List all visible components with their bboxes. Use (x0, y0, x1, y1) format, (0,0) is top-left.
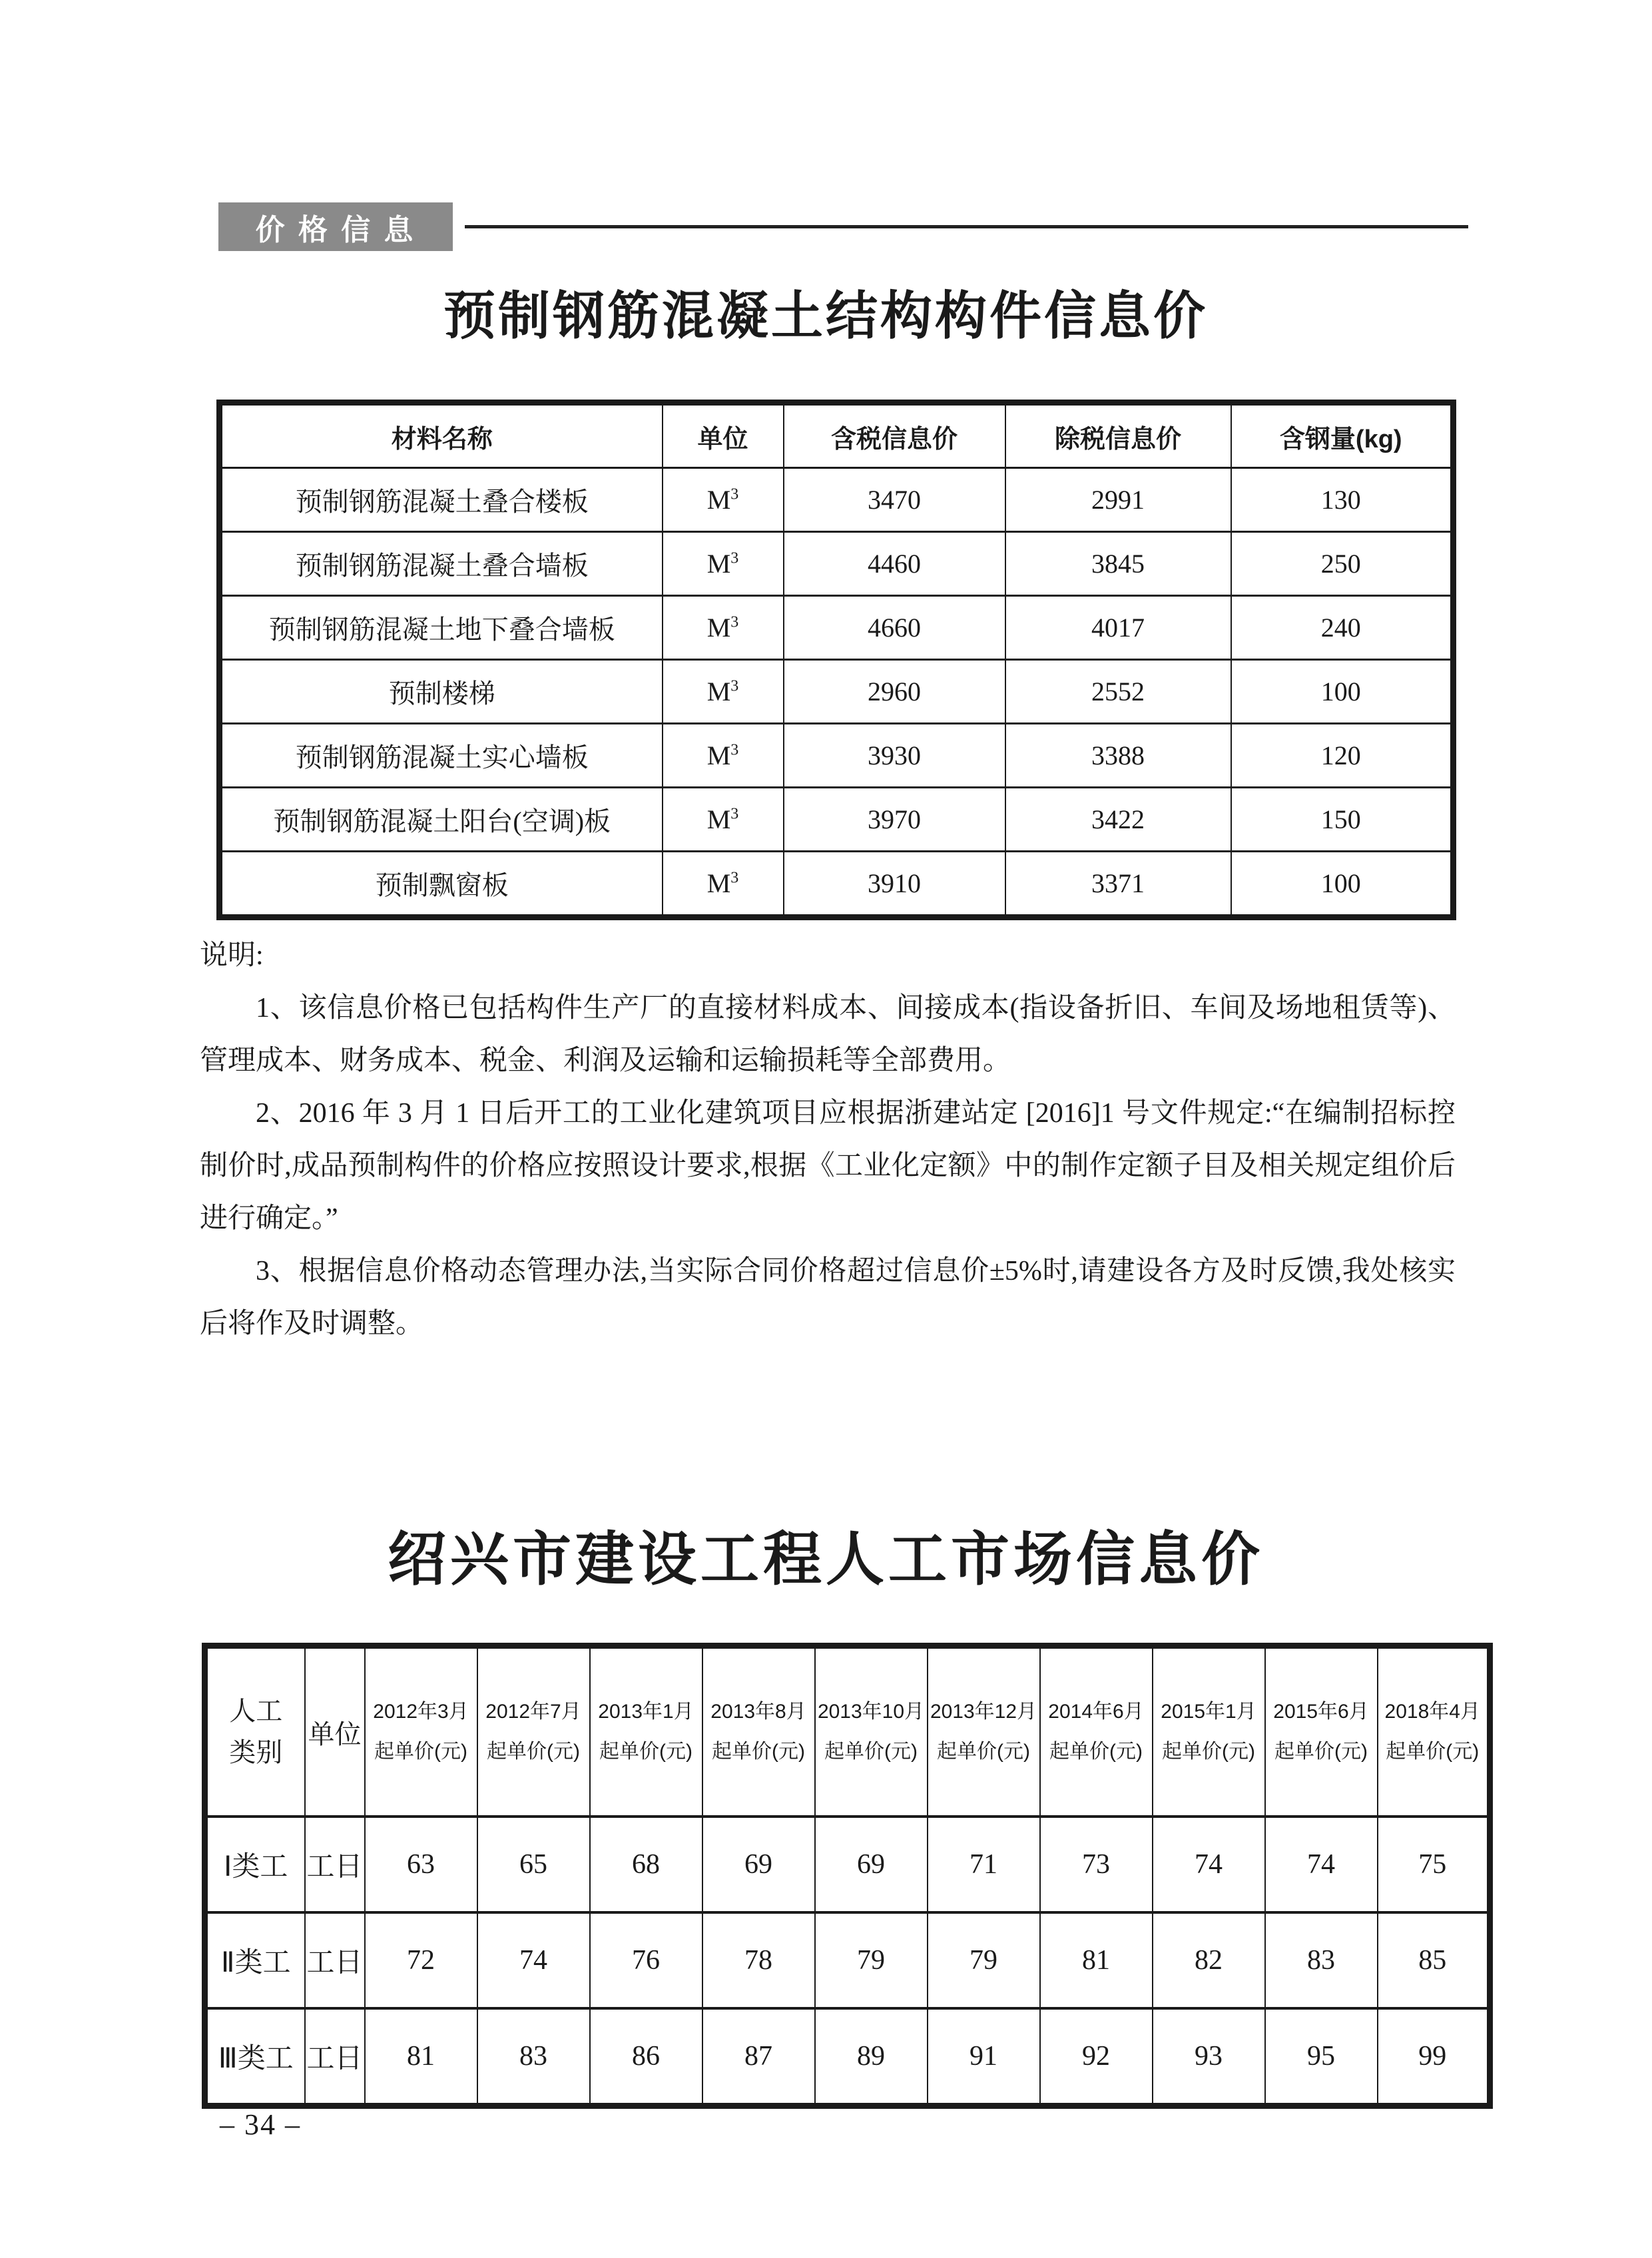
material-name-cell: 预制钢筋混凝土实心墙板 (220, 724, 663, 788)
note-item: 2、2016 年 3 月 1 日后开工的工业化建筑项目应根据浙建站定 [2016]1 号文件规定:“在编制招标控制价时,成品预制构件的价格应按照设计要求,根据《工业化定额》中的制作定额子目及相关规定组价后进行确定。” (200, 1098, 1456, 1234)
date-column-header: 2015年6月 起单价(元) (1265, 1646, 1378, 1817)
price-cell: 72 (365, 1912, 477, 2008)
tax-price-cell: 4460 (784, 532, 1005, 596)
price-cell: 89 (815, 2008, 928, 2106)
unit-cell: $M^3$ (663, 660, 784, 724)
material-name-cell: 预制飘窗板 (220, 852, 663, 918)
labor-category-cell: Ⅲ类工 (205, 2008, 305, 2106)
date-column-header: 2018年4月 起单价(元) (1378, 1646, 1490, 1817)
unit-cell: $M^3$ (663, 724, 784, 788)
material-name-cell: 预制楼梯 (220, 660, 663, 724)
material-name-header: 材料名称 (391, 425, 493, 453)
tax-price-cell: 2960 (784, 660, 1005, 724)
price-info-badge (218, 202, 453, 251)
labor-category-header: 人工 类别 (229, 1697, 283, 1767)
notax-price-cell: 2991 (1005, 468, 1231, 532)
price-cell: 86 (590, 2008, 702, 2106)
price-cell: 83 (1265, 1912, 1378, 2008)
price-cell: 81 (365, 2008, 477, 2106)
date-column-header: 2014年6月 起单价(元) (1040, 1646, 1153, 1817)
steel-content-cell: 100 (1231, 660, 1454, 724)
table-row (220, 596, 1454, 660)
labor-category-cell: Ⅱ类工 (205, 1912, 305, 2008)
date-column-header: 2013年1月 起单价(元) (590, 1646, 702, 1817)
price-cell: 91 (928, 2008, 1040, 2106)
table-row (205, 1912, 1490, 2008)
price-cell: 83 (477, 2008, 590, 2106)
price-cell: 69 (815, 1817, 928, 1912)
date-column-header: 2013年12月 起单价(元) (928, 1646, 1040, 1817)
unit-header: 单位 (305, 1646, 365, 1817)
notes-label: 说明: (200, 940, 264, 971)
labor-category-cell: Ⅰ类工 (205, 1817, 305, 1912)
material-name-cell: 预制钢筋混凝土地下叠合墙板 (220, 596, 663, 660)
tax-price-cell: 4660 (784, 596, 1005, 660)
unit-cell: 工日 (305, 1912, 365, 2008)
table-header-row (205, 1646, 1490, 1817)
steel-content-cell: 120 (1231, 724, 1454, 788)
tax-price-cell: 3930 (784, 724, 1005, 788)
steel-content-cell: 150 (1231, 788, 1454, 852)
tax-price-header: 含税信息价 (784, 403, 1005, 468)
section1-title: 预制钢筋混凝土结构构件信息价 (443, 287, 1208, 345)
date-column-header: 2013年10月 起单价(元) (815, 1646, 928, 1817)
price-cell: 75 (1378, 1817, 1490, 1912)
price-cell: 79 (928, 1912, 1040, 2008)
price-info-badge-label: 价 格 信 息 (255, 213, 416, 246)
table-row (220, 660, 1454, 724)
unit-cell: 工日 (305, 1817, 365, 1912)
notax-price-cell: 3388 (1005, 724, 1231, 788)
section2-title: 绍兴市建设工程人工市场信息价 (387, 1528, 1264, 1593)
notax-price-cell: 4017 (1005, 596, 1231, 660)
table-row (205, 1817, 1490, 1912)
price-cell: 79 (815, 1912, 928, 2008)
steel-content-header: 含钢量(kg) (1231, 403, 1454, 468)
table-row (220, 532, 1454, 596)
date-column-header: 2012年3月 起单价(元) (365, 1646, 477, 1817)
material-name-cell: 预制钢筋混凝土阳台(空调)板 (220, 788, 663, 852)
steel-content-cell: 100 (1231, 852, 1454, 918)
notax-price-cell: 3422 (1005, 788, 1231, 852)
price-cell: 78 (702, 1912, 815, 2008)
notax-price-cell: 2552 (1005, 660, 1231, 724)
price-cell: 63 (365, 1817, 477, 1912)
header-rule (465, 225, 1468, 228)
unit-cell: $M^3$ (663, 468, 784, 532)
table-row (205, 2008, 1490, 2106)
price-cell: 73 (1040, 1817, 1153, 1912)
date-column-header: 2012年7月 起单价(元) (477, 1646, 590, 1817)
price-cell: 85 (1378, 1912, 1490, 2008)
price-cell: 69 (702, 1817, 815, 1912)
price-cell: 68 (590, 1817, 702, 1912)
material-name-cell: 预制钢筋混凝土叠合墙板 (220, 532, 663, 596)
price-cell: 82 (1153, 1912, 1265, 2008)
price-cell: 76 (590, 1912, 702, 2008)
price-cell: 87 (702, 2008, 815, 2106)
steel-content-cell: 240 (1231, 596, 1454, 660)
table-header-row (220, 403, 1454, 468)
price-cell: 93 (1153, 2008, 1265, 2106)
price-cell: 74 (1153, 1817, 1265, 1912)
tax-price-cell: 3970 (784, 788, 1005, 852)
unit-cell: 工日 (305, 2008, 365, 2106)
price-cell: 74 (1265, 1817, 1378, 1912)
price-cell: 74 (477, 1912, 590, 2008)
notax-price-cell: 3371 (1005, 852, 1231, 918)
table-row (220, 852, 1454, 918)
date-column-header: 2013年8月 起单价(元) (702, 1646, 815, 1817)
price-cell: 99 (1378, 2008, 1490, 2106)
date-column-header: 2015年1月 起单价(元) (1153, 1646, 1265, 1817)
unit-cell: $M^3$ (663, 596, 784, 660)
steel-content-cell: 250 (1231, 532, 1454, 596)
unit-cell: $M^3$ (663, 788, 784, 852)
labor-price-table (202, 1643, 1493, 2109)
material-name-cell: 预制钢筋混凝土叠合楼板 (220, 468, 663, 532)
price-cell: 81 (1040, 1912, 1153, 2008)
precast-price-table (216, 400, 1456, 920)
unit-cell: $M^3$ (663, 532, 784, 596)
price-cell: 71 (928, 1817, 1040, 1912)
steel-content-cell: 130 (1231, 468, 1454, 532)
table-row (220, 724, 1454, 788)
notax-price-cell: 3845 (1005, 532, 1231, 596)
price-cell: 65 (477, 1817, 590, 1912)
note-item: 1、该信息价格已包括构件生产厂的直接材料成本、间接成本(指设备折旧、车间及场地租赁等)、管理成本、财务成本、税金、利润及运输和运输损耗等全部费用。 (200, 993, 1456, 1076)
page-number: – 34 – (220, 2108, 301, 2141)
table-row (220, 788, 1454, 852)
notes-block (200, 930, 1456, 1350)
unit-cell: $M^3$ (663, 852, 784, 918)
tax-price-cell: 3910 (784, 852, 1005, 918)
price-cell: 95 (1265, 2008, 1378, 2106)
table-row (220, 468, 1454, 532)
price-cell: 92 (1040, 2008, 1153, 2106)
tax-price-cell: 3470 (784, 468, 1005, 532)
notax-price-header: 除税信息价 (1005, 403, 1231, 468)
unit-header: 单位 (663, 403, 784, 468)
note-item: 3、根据信息价格动态管理办法,当实际合同价格超过信息价±5%时,请建设各方及时反馈,我处核实后将作及时调整。 (200, 1256, 1456, 1339)
